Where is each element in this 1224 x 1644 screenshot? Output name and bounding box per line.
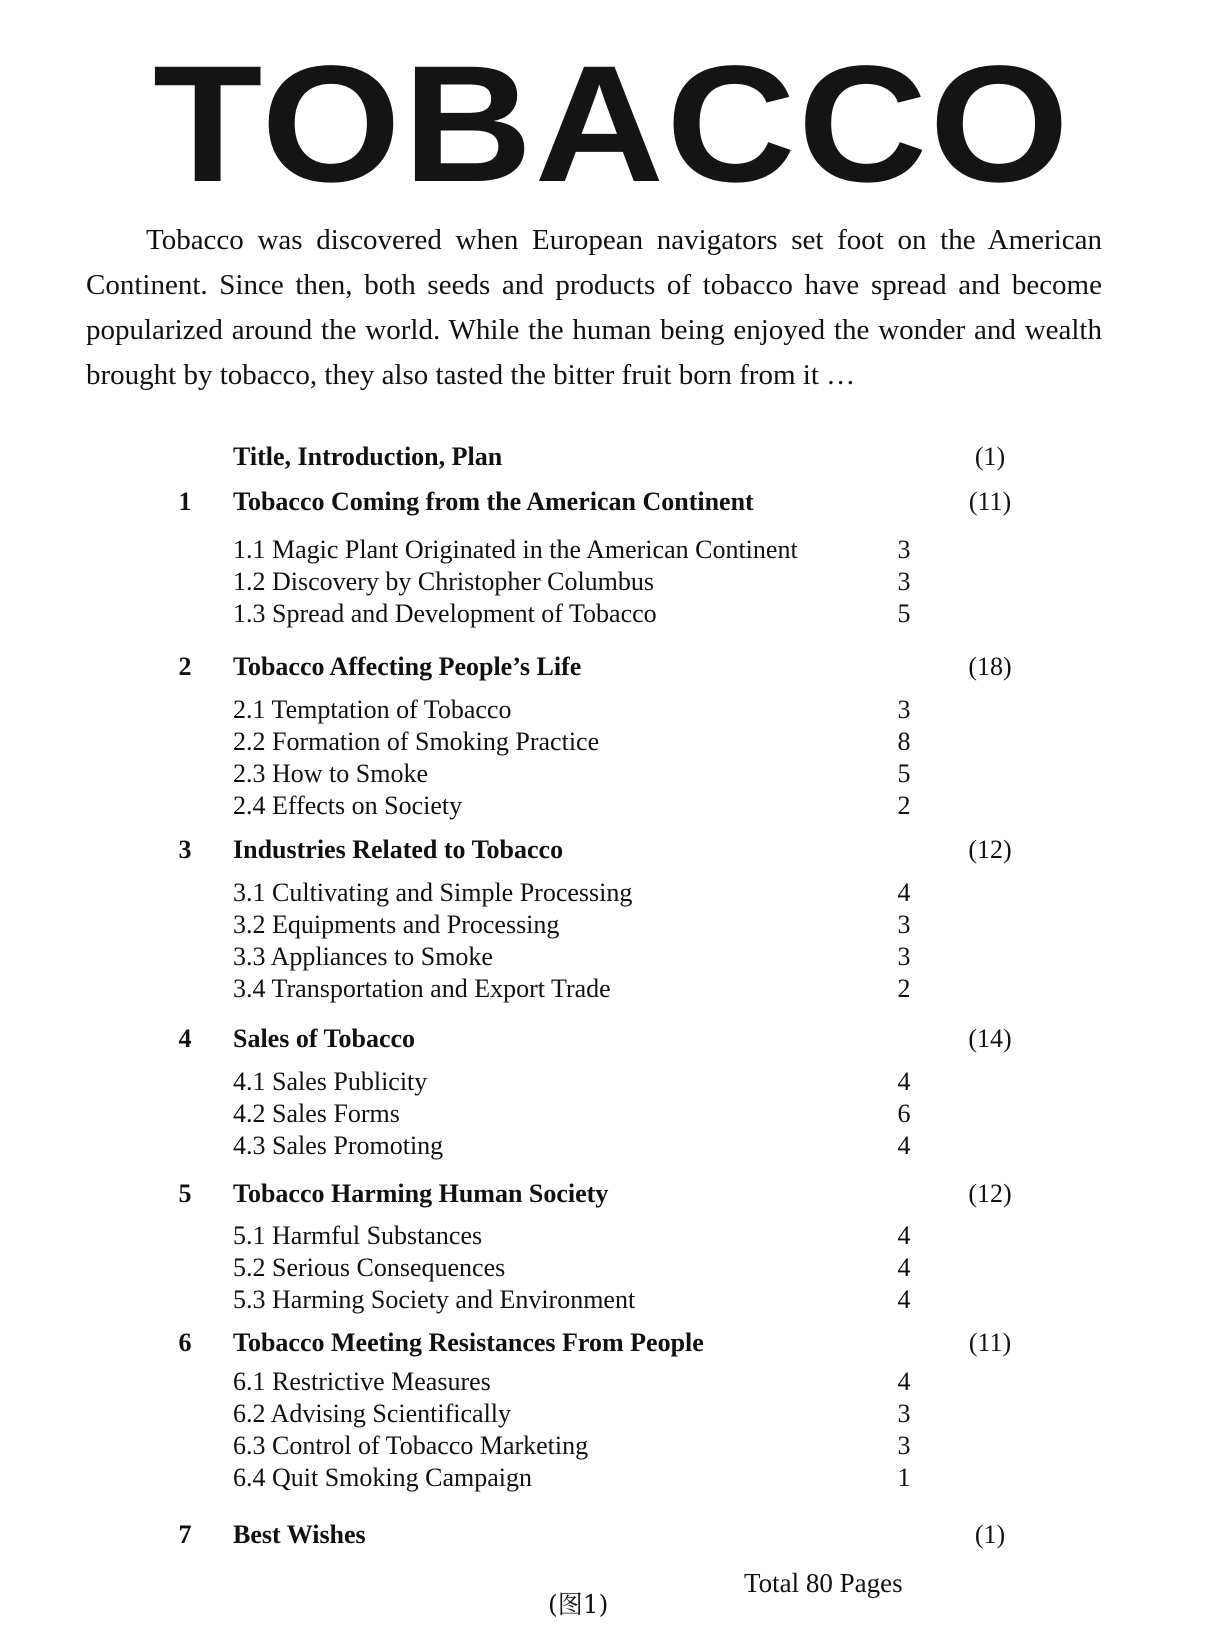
- toc-chapter-2: [0, 650, 1224, 684]
- section-title: 3.2 Equipments and Processing: [233, 910, 560, 939]
- chapter-title: Industries Related to Tobacco: [233, 835, 564, 864]
- toc-section-4-3: [0, 1129, 1224, 1163]
- section-pages: 6: [897, 1099, 911, 1128]
- section-title: 5.1 Harmful Substances: [233, 1221, 483, 1250]
- section-pages: 2: [897, 791, 911, 820]
- section-pages: 3: [897, 1399, 911, 1428]
- toc-section-4-2: [0, 1097, 1224, 1131]
- toc-section-5-2: [0, 1251, 1224, 1285]
- section-title: 6.4 Quit Smoking Campaign: [233, 1463, 532, 1492]
- chapter-pages: (11): [968, 1328, 1012, 1357]
- section-pages: 8: [897, 727, 911, 756]
- section-pages: 3: [897, 910, 911, 939]
- chapter-number: 3: [178, 835, 192, 864]
- chapter-number: 6: [178, 1328, 192, 1357]
- section-title: 2.1 Temptation of Tobacco: [233, 695, 512, 724]
- toc-section-4-1: [0, 1065, 1224, 1099]
- section-pages: 3: [897, 567, 911, 596]
- section-title: 6.1 Restrictive Measures: [233, 1367, 491, 1396]
- toc-section-2-1: [0, 693, 1224, 727]
- section-title: 4.2 Sales Forms: [233, 1099, 400, 1128]
- section-title: 1.3 Spread and Development of Tobacco: [233, 599, 657, 628]
- toc-section-5-1: [0, 1219, 1224, 1253]
- section-pages: 4: [897, 1253, 911, 1282]
- toc-section-6-3: [0, 1429, 1224, 1463]
- chapter-number: 1: [178, 487, 192, 516]
- toc-front-label: Title, Introduction, Plan: [233, 442, 503, 471]
- toc-section-1-2: [0, 565, 1224, 599]
- toc-section-2-4: [0, 789, 1224, 823]
- chapter-number: 5: [178, 1179, 192, 1208]
- toc-chapter-4: [0, 1022, 1224, 1056]
- section-title: 4.1 Sales Publicity: [233, 1067, 428, 1096]
- section-pages: 3: [897, 942, 911, 971]
- chapter-title: Tobacco Harming Human Society: [233, 1179, 609, 1208]
- chapter-pages: (11): [968, 487, 1012, 516]
- toc-section-3-3: [0, 940, 1224, 974]
- toc-section-2-3: [0, 757, 1224, 791]
- toc-chapter-6: [0, 1326, 1224, 1360]
- chapter-title: Best Wishes: [233, 1520, 366, 1549]
- toc-chapter-7: [0, 1518, 1224, 1552]
- section-title: 4.3 Sales Promoting: [233, 1131, 444, 1160]
- chapter-pages: (12): [968, 835, 1012, 864]
- intro-paragraph: Tobacco was discovered when European navigators set foot on the American Continent. Since then, both seeds and products of tobacco have spread and become popularized around the world. While the human being enjoyed the wonder and wealth brought by tobacco, they also tasted the bitter fruit born from it …: [86, 224, 1102, 391]
- section-pages: 4: [897, 1131, 911, 1160]
- section-title: 1.2 Discovery by Christopher Columbus: [233, 567, 655, 596]
- section-title: 1.1 Magic Plant Originated in the American Continent: [233, 535, 798, 564]
- chapter-number: 7: [178, 1520, 192, 1549]
- chapter-number: 2: [178, 652, 192, 681]
- chapter-pages: (12): [968, 1179, 1012, 1208]
- section-pages: 4: [897, 1221, 911, 1250]
- section-title: 2.3 How to Smoke: [233, 759, 428, 788]
- toc-chapter-1: [0, 485, 1224, 519]
- section-pages: 4: [897, 1285, 911, 1314]
- section-title: 2.4 Effects on Society: [233, 791, 463, 820]
- toc-section-1-3: [0, 597, 1224, 631]
- toc-section-3-2: [0, 908, 1224, 942]
- chapter-title: Tobacco Coming from the American Continent: [233, 487, 754, 516]
- section-pages: 5: [897, 599, 911, 628]
- section-pages: 3: [897, 695, 911, 724]
- section-title: 6.2 Advising Scientifically: [233, 1399, 512, 1428]
- section-title: 2.2 Formation of Smoking Practice: [233, 727, 600, 756]
- toc-chapter-3: [0, 833, 1224, 867]
- toc-section-6-2: [0, 1397, 1224, 1431]
- figure-caption: (图1): [548, 1590, 609, 1619]
- chapter-pages: (1): [974, 1520, 1006, 1549]
- section-title: 3.4 Transportation and Export Trade: [233, 974, 611, 1003]
- section-title: 3.3 Appliances to Smoke: [233, 942, 493, 971]
- chapter-title: Tobacco Meeting Resistances From People: [233, 1328, 704, 1357]
- section-title: 5.2 Serious Consequences: [233, 1253, 506, 1282]
- section-title: 3.1 Cultivating and Simple Processing: [233, 878, 633, 907]
- toc-section-1-1: [0, 533, 1224, 567]
- toc-chapter-5: [0, 1177, 1224, 1211]
- section-pages: 4: [897, 1067, 911, 1096]
- section-title: 5.3 Harming Society and Environment: [233, 1285, 636, 1314]
- total-pages: Total 80 Pages: [744, 1568, 903, 1598]
- toc-section-6-1: [0, 1365, 1224, 1399]
- chapter-pages: (18): [968, 652, 1012, 681]
- toc-section-2-2: [0, 725, 1224, 759]
- toc-section-3-1: [0, 876, 1224, 910]
- section-pages: 4: [897, 878, 911, 907]
- toc-section-5-3: [0, 1283, 1224, 1317]
- toc-front-pages: (1): [974, 442, 1006, 471]
- chapter-title: Tobacco Affecting People’s Life: [233, 652, 582, 681]
- toc-section-3-4: [0, 972, 1224, 1006]
- section-title: 6.3 Control of Tobacco Marketing: [233, 1431, 589, 1460]
- section-pages: 2: [897, 974, 911, 1003]
- toc-section-6-4: [0, 1461, 1224, 1495]
- page-title: TOBACCO: [152, 32, 1072, 217]
- section-pages: 4: [897, 1367, 911, 1396]
- section-pages: 3: [897, 1431, 911, 1460]
- chapter-title: Sales of Tobacco: [233, 1024, 416, 1053]
- chapter-pages: (14): [968, 1024, 1012, 1053]
- chapter-number: 4: [178, 1024, 192, 1053]
- section-pages: 5: [897, 759, 911, 788]
- toc-front-row: [0, 440, 1224, 474]
- section-pages: 1: [897, 1463, 911, 1492]
- section-pages: 3: [897, 535, 911, 564]
